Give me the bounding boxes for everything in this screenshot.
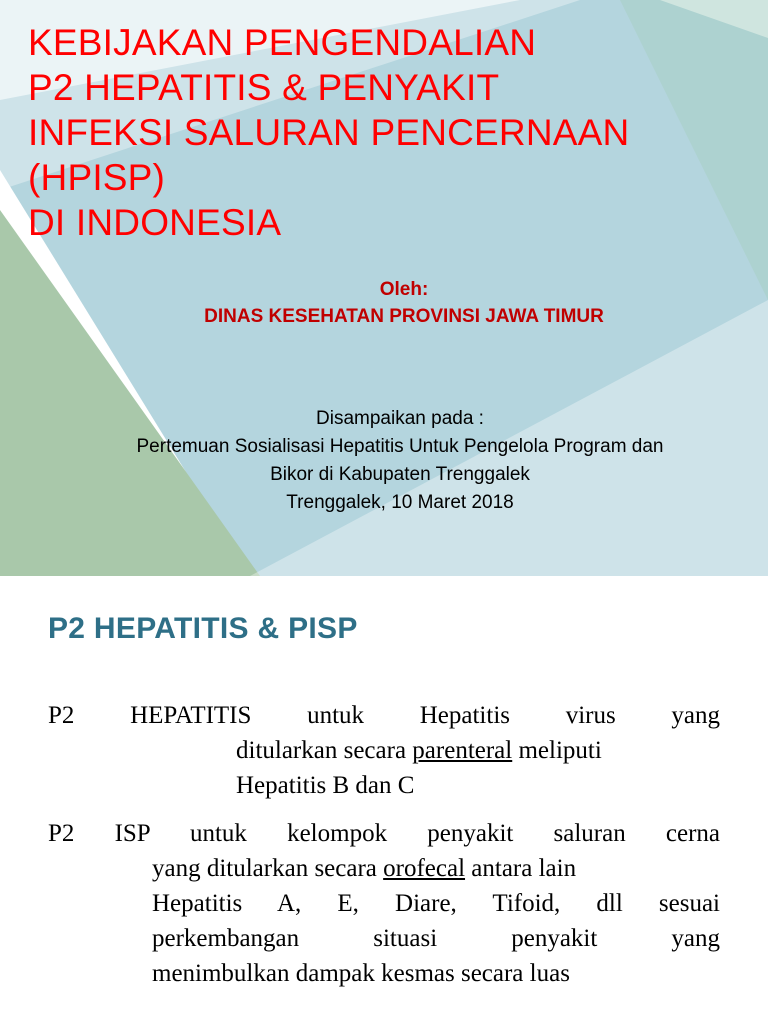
underlined-term-parenteral: parenteral xyxy=(412,737,513,764)
para2-line-2 xyxy=(152,851,720,886)
para2-line-3: Hepatitis A, E, Diare, Tifoid, dll sesuai xyxy=(152,890,720,917)
venue-event-line-1: Pertemuan Sosialisasi Hepatitis Untuk Pengelola Program dan xyxy=(136,436,664,457)
para1-line-2-after: meliputi xyxy=(512,737,602,764)
venue-event-line-2: Bikor di Kabupaten Trenggalek xyxy=(270,464,530,485)
content-slide-title: P2 HEPATITIS & PISP xyxy=(48,612,358,645)
title-line-5: DI INDONESIA xyxy=(28,202,282,243)
title-line-4: (HPISP) xyxy=(28,157,166,198)
para2-line-5: menimbulkan dampak kesmas secara luas xyxy=(152,960,570,987)
author-name: DINAS KESEHATAN PROVINSI JAWA TIMUR xyxy=(204,306,604,327)
para2-line-1: P2 ISP untuk kelompok penyakit saluran cerna xyxy=(48,820,720,847)
venue-block xyxy=(0,405,768,517)
author-block xyxy=(0,276,768,330)
venue-place-date: Trenggalek, 10 Maret 2018 xyxy=(286,492,514,513)
title-line-3: INFEKSI SALURAN PENCERNAAN xyxy=(28,112,630,153)
title-line-2: P2 HEPATITIS & PENYAKIT xyxy=(28,67,500,108)
para1-line-2 xyxy=(48,733,720,768)
para1-line-3: Hepatitis B dan C xyxy=(236,772,415,799)
author-label: Oleh: xyxy=(379,279,429,300)
content-slide xyxy=(0,576,768,1024)
para1-line-2-before: ditularkan secara xyxy=(236,737,413,764)
para2-line-2-before: yang ditularkan secara xyxy=(152,855,384,882)
title-line-1: KEBIJAKAN PENGENDALIAN xyxy=(28,22,537,63)
underlined-term-orofecal: orofecal xyxy=(383,855,466,882)
para2-indented xyxy=(48,851,720,991)
para1-line-1: P2 HEPATITIS untuk Hepatitis virus yang xyxy=(48,702,720,729)
slide-title xyxy=(28,20,748,245)
paragraph-isp xyxy=(48,816,720,991)
venue-label: Disampaikan pada : xyxy=(316,408,484,429)
para2-line-4: perkembangan situasi penyakit yang xyxy=(152,925,720,952)
paragraph-hepatitis xyxy=(48,698,720,803)
para2-line-2-after: antara lain xyxy=(465,855,577,882)
